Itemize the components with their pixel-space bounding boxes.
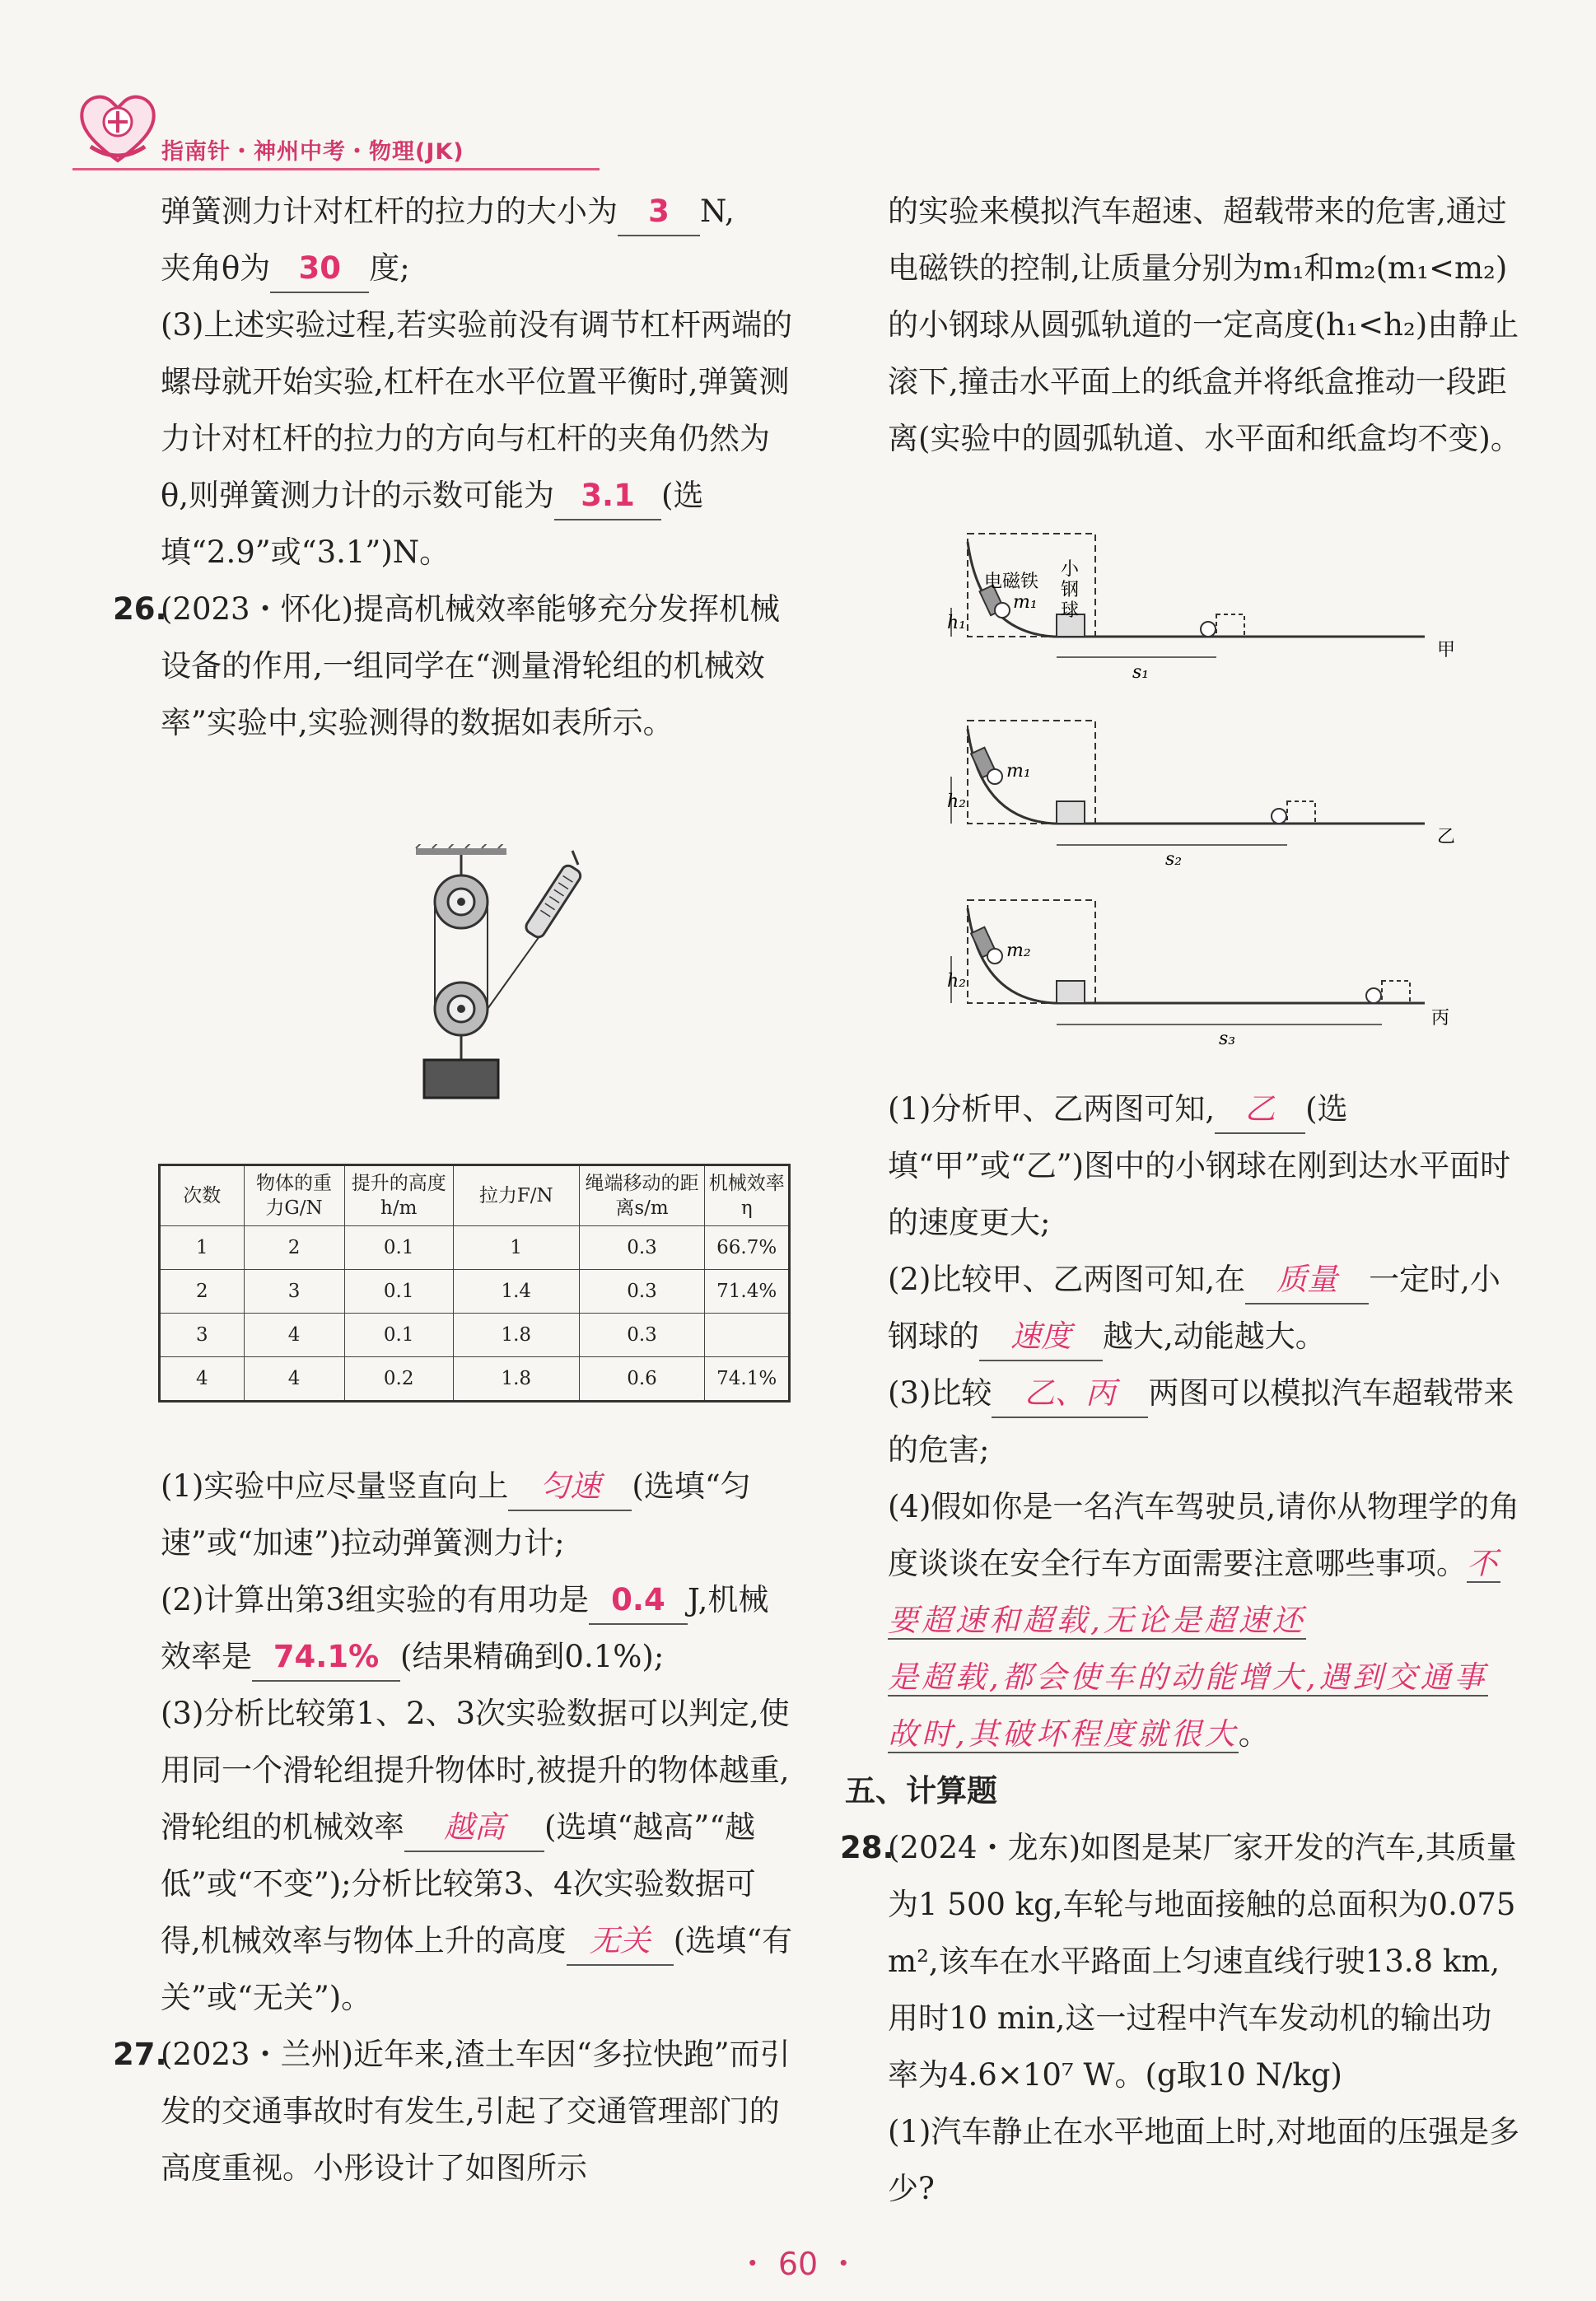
table-cell: 4 bbox=[160, 1357, 245, 1402]
distance-label-s3: s₃ bbox=[1219, 1029, 1236, 1049]
table-cell: 3 bbox=[244, 1270, 344, 1314]
header-title: 指南针・神州中考・物理(JK) bbox=[161, 139, 464, 165]
table-header: 次数 bbox=[160, 1165, 245, 1226]
table-cell: 1.8 bbox=[453, 1314, 579, 1357]
answer-line: 不要超速和超载,无论是超速还 bbox=[888, 1546, 1500, 1638]
table-row bbox=[160, 1226, 790, 1270]
table-cell: 1.4 bbox=[453, 1270, 579, 1314]
electromagnet-label: 电磁铁 bbox=[984, 572, 1039, 592]
text: (选填“匀速”或“加速”)拉动弹簧测力计; bbox=[161, 1468, 751, 1561]
question-number: 27. bbox=[113, 2037, 167, 2072]
text: 。 bbox=[1238, 1716, 1269, 1752]
answer-blank: 匀速 bbox=[508, 1463, 632, 1511]
heart-logo-icon bbox=[72, 82, 163, 173]
page-header bbox=[72, 82, 600, 173]
distance-label-s1: s₁ bbox=[1132, 662, 1150, 683]
text: (2023・兰州)近年来,渣土车因“多拉快跑”而引发的交通事故时有发生,引起了交通管理部门的高度重视。小彤设计了如图所示 bbox=[161, 2037, 791, 2186]
q27-part1 bbox=[888, 1080, 1522, 1251]
text: (2024・龙东)如图是某厂家开发的汽车,其质量为1 500 kg,车轮与地面接触的总面积为0.075 m²,该车在水平路面上匀速直线行驶13.8 km,用时10 min,这一过程中汽车发动机的输出功率为4.6×10⁷ W。(g取10 N/kg) bbox=[888, 1830, 1517, 2093]
text: (2)比较甲、乙两图可知,在 bbox=[888, 1262, 1246, 1297]
table-cell: 0.3 bbox=[579, 1270, 705, 1314]
answer-blank: 74.1% bbox=[252, 1634, 400, 1682]
text: (1)实验中应尽量竖直向上 bbox=[161, 1468, 509, 1504]
table-cell: 0.1 bbox=[344, 1226, 453, 1270]
question-number: 28. bbox=[840, 1830, 894, 1865]
table-cell: 2 bbox=[244, 1226, 344, 1270]
table-header: 提升的高度h/m bbox=[344, 1165, 453, 1226]
table-cell: 0.3 bbox=[579, 1226, 705, 1270]
table-cell bbox=[705, 1314, 790, 1357]
text: (选填“越高”“越低”或“不变”);分析比较第3、4次实验数据可得,机械效率与物体上升的高度 bbox=[161, 1809, 756, 1958]
distance-label-s2: s₂ bbox=[1165, 849, 1183, 870]
text: (结果精确到0.1%); bbox=[400, 1639, 665, 1674]
table-header-row bbox=[160, 1165, 790, 1226]
text: 弹簧测力计对杠杆的拉力的大小为 bbox=[161, 194, 618, 229]
figure-label-jia: 甲 bbox=[1437, 640, 1456, 660]
table-cell: 4 bbox=[244, 1314, 344, 1357]
text: 一定时,小钢球的 bbox=[888, 1262, 1500, 1354]
table-cell: 71.4% bbox=[705, 1270, 790, 1314]
table-cell: 74.1% bbox=[705, 1357, 790, 1402]
answer-blank: 无关 bbox=[567, 1918, 674, 1966]
q28-stem bbox=[840, 1819, 1522, 2103]
table-cell: 66.7% bbox=[705, 1226, 790, 1270]
table-cell: 1 bbox=[453, 1226, 579, 1270]
q26-stem bbox=[113, 581, 795, 751]
table-cell: 0.6 bbox=[579, 1357, 705, 1402]
text: (4)假如你是一名汽车驾驶员,请你从物理学的角度谈谈在安全行车方面需要注意哪些事项。 bbox=[888, 1489, 1520, 1581]
text: (3)上述实验过程,若实验前没有调节杠杆两端的螺母就开始实验,杠杆在水平位置平衡时,弹簧测力计对杠杆的拉力的方向与杠杆的夹角仍然为θ,则弹簧测力计的示数可能为 bbox=[161, 307, 793, 513]
text: (2)计算出第3组实验的有用功是 bbox=[161, 1582, 589, 1617]
text: (选填“甲”或“乙”)图中的小钢球在刚到达水平面时的速度更大; bbox=[888, 1091, 1511, 1240]
ball-label-3: 球 bbox=[1061, 600, 1080, 621]
header-rule bbox=[72, 168, 600, 170]
page-number: ・ 60 ・ bbox=[736, 2246, 860, 2282]
table-header: 拉力F/N bbox=[453, 1165, 579, 1226]
table-header: 绳端移动的距离s/m bbox=[579, 1165, 705, 1226]
q27-stem bbox=[113, 2026, 795, 2196]
height-label-h1: h₁ bbox=[947, 613, 966, 633]
table-header: 机械效率η bbox=[705, 1165, 790, 1226]
table-cell: 4 bbox=[244, 1357, 344, 1402]
mass-label-m1: m₁ bbox=[1006, 761, 1031, 782]
answer-blank: 乙 bbox=[1215, 1086, 1305, 1134]
table-cell: 0.2 bbox=[344, 1357, 453, 1402]
figure-label-yi: 乙 bbox=[1437, 827, 1456, 847]
answer-blank: 速度 bbox=[979, 1314, 1103, 1361]
table-header: 物体的重力G/N bbox=[244, 1165, 344, 1226]
text: 两图可以模拟汽车超载带来的危害; bbox=[888, 1375, 1514, 1468]
answer-line: 是超载,都会使车的动能增大,遇到交通事 bbox=[888, 1659, 1488, 1695]
text: 度; bbox=[369, 250, 410, 286]
text: (3)比较 bbox=[888, 1375, 992, 1411]
table-cell: 0.3 bbox=[579, 1314, 705, 1357]
text: J,机械效率是 bbox=[161, 1582, 769, 1674]
right-column bbox=[888, 183, 1522, 467]
table-cell: 2 bbox=[160, 1270, 245, 1314]
q27-part4 bbox=[888, 1478, 1522, 1762]
left-column bbox=[113, 183, 795, 751]
table-cell: 0.1 bbox=[344, 1270, 453, 1314]
answer-blank: 3.1 bbox=[554, 473, 661, 520]
table-cell: 1.8 bbox=[453, 1357, 579, 1402]
right-column-lower bbox=[840, 1080, 1522, 2217]
text: N, bbox=[700, 194, 735, 229]
text: 越大,动能越大。 bbox=[1103, 1319, 1326, 1354]
q26-part1 bbox=[161, 1458, 795, 1571]
text: (2023・怀化)提高机械效率能够充分发挥机械设备的作用,一组同学在“测量滑轮组的机械效率”实验中,实验测得的数据如表所示。 bbox=[161, 591, 781, 740]
text: (1)分析甲、乙两图可知, bbox=[888, 1091, 1216, 1127]
question-number: 26. bbox=[113, 591, 167, 627]
text: (选填“有关”或“无关”)。 bbox=[161, 1923, 793, 2015]
left-column-lower bbox=[113, 1458, 795, 2196]
q26-part3 bbox=[161, 1685, 795, 2026]
answer-blank: 3 bbox=[618, 189, 700, 236]
q27-part2 bbox=[888, 1251, 1522, 1365]
height-label-h2: h₂ bbox=[947, 791, 966, 812]
section-title: 五、计算题 bbox=[845, 1773, 997, 1809]
answer-blank: 30 bbox=[270, 245, 369, 293]
q27-continuation: 的实验来模拟汽车超速、超载带来的危害,通过电磁铁的控制,让质量分别为m₁和m₂(m₁<m₂)的小钢球从圆弧轨道的一定高度(h₁<h₂)由静止滚下,撞击水平面上的纸盒并将纸盒推动一段距离(实验中的圆弧轨道、水平面和纸盒均不变)。 bbox=[888, 194, 1521, 456]
mass-label-m1: m₁ bbox=[1013, 592, 1038, 613]
ball-label-1: 小 bbox=[1061, 559, 1080, 580]
table-row bbox=[160, 1357, 790, 1402]
table-cell: 0.1 bbox=[344, 1314, 453, 1357]
answer-blank: 乙、丙 bbox=[992, 1370, 1148, 1418]
figure-label-bing: 丙 bbox=[1431, 1008, 1450, 1029]
q25-part3 bbox=[161, 296, 795, 581]
q25-force-line bbox=[161, 183, 795, 296]
text: 夹角θ为 bbox=[161, 250, 271, 286]
text: (3)分析比较第1、2、3次实验数据可以判定,使用同一个滑轮组提升物体时,被提升的物体越重,滑轮组的机械效率 bbox=[161, 1696, 790, 1845]
ball-label-2: 钢 bbox=[1061, 580, 1080, 600]
q26-part2 bbox=[161, 1571, 795, 1685]
answer-blank: 越高 bbox=[404, 1804, 544, 1852]
pulley-data-table bbox=[158, 1164, 791, 1403]
table-cell: 1 bbox=[160, 1226, 245, 1270]
answer-line: 故时,其破坏程度就很大 bbox=[888, 1716, 1239, 1752]
height-label-h2: h₂ bbox=[947, 971, 966, 992]
table-row bbox=[160, 1314, 790, 1357]
text: (选填“2.9”或“3.1”)N。 bbox=[161, 478, 704, 570]
ramp-experiment-figure bbox=[947, 525, 1474, 1069]
answer-blank: 质量 bbox=[1245, 1257, 1369, 1305]
mass-label-m2: m₂ bbox=[1006, 940, 1031, 961]
q28-part1: (1)汽车静止在水平地面上时,对地面的压强是多少? bbox=[888, 2114, 1520, 2206]
pulley-figure bbox=[404, 844, 651, 1124]
answer-blank: 0.4 bbox=[589, 1577, 688, 1625]
q27-part3 bbox=[888, 1365, 1522, 1478]
table-row bbox=[160, 1270, 790, 1314]
table-cell: 3 bbox=[160, 1314, 245, 1357]
